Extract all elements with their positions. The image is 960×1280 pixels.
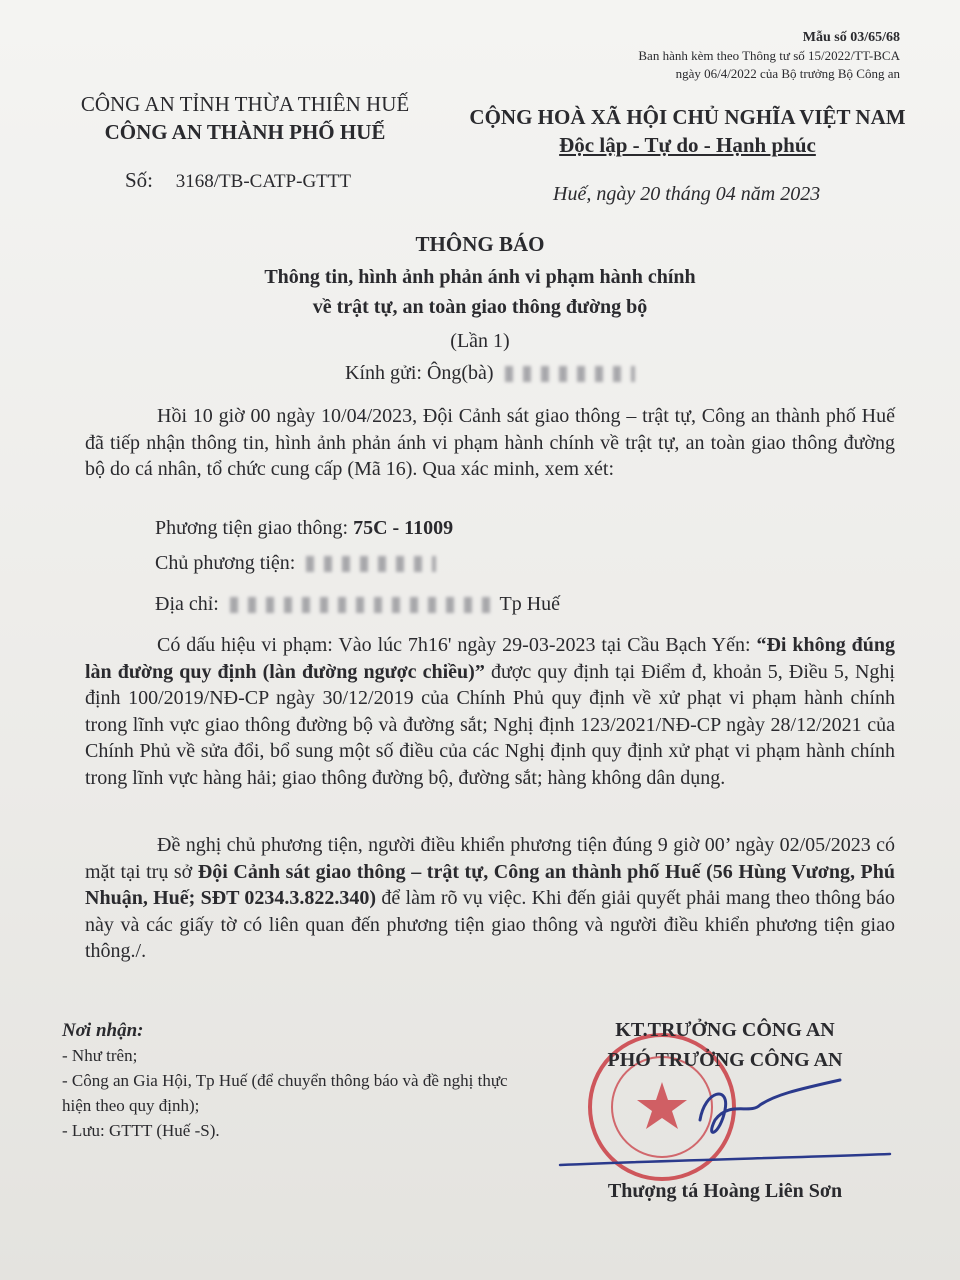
paragraph-violation <box>85 632 895 791</box>
document-title: THÔNG BÁO <box>415 232 545 256</box>
vehicle-plate: 75C - 11009 <box>353 517 454 539</box>
document-number-label: Số: <box>125 168 154 192</box>
address-field <box>155 593 560 616</box>
vehicle-label: Phương tiện giao thông: <box>155 517 349 539</box>
violation-legal-basis: được quy định tại Điểm đ, khoản 5, Điều 5, Nghị định 100/2019/NĐ-CP ngày 30/12/2019 của Chính Phủ quy định về xử phạt vi phạm hành chính trong lĩnh vực giao thông đường bộ và đường sắt; Nghị định 123/2021/NĐ-CP ngày 28/12/2021 của Chính Phủ về sửa đổi, bổ sung một số điều của các Nghị định quy định xử phạt vi phạm hành chính trong lĩnh vực hàng hải; giao thông đường bộ, đường sắt; hàng không dân dụng. <box>85 660 895 789</box>
handwritten-signature-icon <box>555 1050 900 1180</box>
owner-label: Chủ phương tiện: <box>155 552 296 574</box>
salutation-text: Kính gửi: Ông(bà) <box>345 362 494 384</box>
violation-intro: Có dấu hiệu vi phạm: Vào lúc 7h16' ngày 29-03-2023 tại Cầu Bạch Yến: <box>157 634 757 656</box>
nation-name: CỘNG HOÀ XÃ HỘI CHỦ NGHĨA VIỆT NAM <box>469 105 906 129</box>
paragraph-request <box>85 832 895 965</box>
paragraph-intro: Hồi 10 giờ 00 ngày 10/04/2023, Đội Cảnh sát giao thông – trật tự, Công an thành phố Huế đã tiếp nhận thông tin, hình ảnh phản ánh vi phạm hành chính về trật tự, an toàn giao thông đường bộ do cá nhân, tổ chức cung cấp (Mã 16). Qua xác minh, xem xét: <box>85 405 895 480</box>
owner-field <box>155 552 436 575</box>
document-subtitle-1: Thông tin, hình ảnh phản ánh vi phạm hành chính <box>264 266 696 288</box>
agency-line-2: CÔNG AN THÀNH PHỐ HUẾ <box>104 120 386 144</box>
recipient-item: - Lưu: GTTT (Huế -S). <box>62 1121 220 1140</box>
salutation <box>345 362 635 385</box>
national-heading <box>460 103 915 159</box>
address-suffix: Tp Huế <box>499 593 561 615</box>
recipients-heading: Nơi nhận: <box>62 1020 144 1041</box>
recipient-item: - Công an Gia Hội, Tp Huế (để chuyển thông báo và đề nghị thực hiện theo quy định); <box>62 1071 508 1115</box>
agency-line-1: CÔNG AN TỈNH THỪA THIÊN HUẾ <box>80 92 410 116</box>
form-issued-date: ngày 06/4/2022 của Bộ trưởng Bộ Công an <box>675 66 900 81</box>
request-rest: để làm rõ vụ việc. Khi đến giải quyết phải mang theo thông báo này và các giấy tờ có liên quan đến phương tiện giao thông và người điều khiển phương tiện giao thông./. <box>85 887 896 962</box>
signature-title-2: PHÓ TRƯỞNG CÔNG AN <box>607 1049 843 1071</box>
violation-description: “Đi không đúng làn đường quy định (làn đường ngược chiều)” <box>85 634 895 683</box>
document-number <box>125 168 351 193</box>
redacted-owner <box>306 556 436 572</box>
recipients <box>62 1018 532 1143</box>
form-issued-with: Ban hành kèm theo Thông tư số 15/2022/TT-BCA <box>638 48 900 63</box>
issuing-agency <box>70 90 420 146</box>
redacted-address <box>230 597 495 613</box>
address-label: Địa chỉ: <box>155 593 219 615</box>
document-date: Huế, ngày 20 tháng 04 năm 2023 <box>553 183 821 205</box>
signature-title-1: KT.TRƯỞNG CÔNG AN <box>615 1019 835 1041</box>
form-code <box>638 28 900 83</box>
redacted-name <box>505 366 635 382</box>
document-number-value: 3168/TB-CATP-GTTT <box>175 171 351 192</box>
notice-round: (Lần 1) <box>450 330 510 352</box>
recipient-item: - Như trên; <box>62 1046 138 1065</box>
signer-name: Thượng tá Hoàng Liên Sơn <box>607 1180 843 1202</box>
vehicle-field <box>155 517 453 540</box>
nation-motto: Độc lập - Tự do - Hạnh phúc <box>559 133 816 157</box>
document-subtitle-2: về trật tự, an toàn giao thông đường bộ <box>312 296 648 318</box>
form-number: Mẫu số 03/65/68 <box>802 30 900 45</box>
request-intro: Đề nghị chủ phương tiện, người điều khiển phương tiện đúng 9 giờ 00’ ngày 02/05/2023 có mặt tại trụ sở <box>85 834 895 883</box>
request-place: Đội Cảnh sát giao thông – trật tự, Công an thành phố Huế (56 Hùng Vương, Phú Nhuận, Huế; SĐT 0234.3.822.340) <box>85 860 895 909</box>
